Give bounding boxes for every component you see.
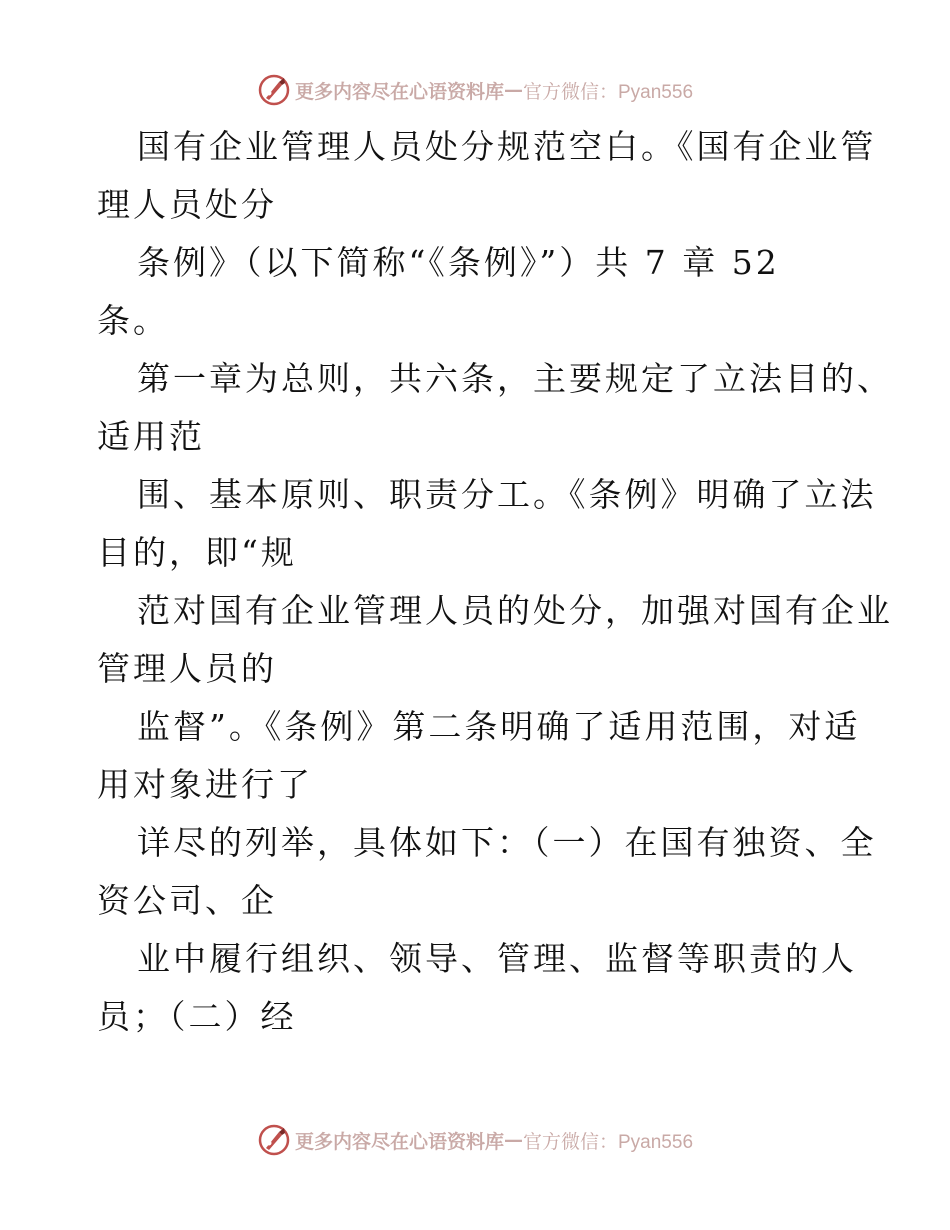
paragraph-line: 理人员处分 [97, 185, 277, 224]
watermark-dash: — [504, 1129, 523, 1151]
paragraph-line: 适用范 [97, 417, 205, 456]
watermark-dash: — [504, 79, 523, 101]
watermark-wechat: 官方微信：Pyan556 [523, 81, 694, 103]
footer-watermark [0, 1120, 950, 1160]
paragraph-line: 条。 [97, 301, 169, 340]
paragraph-line: 业中履行组织、领导、管理、监督等职责的人 [137, 939, 857, 978]
paragraph-line: 管理人员的 [97, 649, 277, 688]
paragraph-line: 条例》（以下简称“《条例》”）共 7 章 52 [137, 243, 780, 282]
paragraph-line: 员；（二）经 [97, 997, 297, 1036]
paragraph-line: 详尽的列举，具体如下：（一）在国有独资、全 [137, 823, 877, 862]
quill-pen-logo-icon [257, 1123, 291, 1157]
watermark-text: 更多内容尽在心语资料库 [294, 1130, 504, 1153]
paragraph-line: 资公司、企 [97, 881, 277, 920]
paragraph-line: 用对象进行了 [97, 765, 313, 804]
document-body [97, 118, 893, 1046]
header-watermark [0, 70, 950, 110]
paragraph-line: 国有企业管理人员处分规范空白。《国有企业管 [137, 127, 877, 166]
paragraph-line: 范对国有企业管理人员的处分，加强对国有企业 [137, 591, 893, 630]
paragraph-line: 围、基本原则、职责分工。《条例》明确了立法 [137, 475, 877, 514]
paragraph-line: 目的，即“规 [97, 533, 297, 572]
paragraph-line: 监督”。《条例》第二条明确了适用范围，对适 [137, 707, 861, 746]
watermark-text: 更多内容尽在心语资料库 [294, 80, 504, 103]
paragraph-line: 第一章为总则，共六条，主要规定了立法目的、 [137, 359, 893, 398]
watermark-wechat: 官方微信：Pyan556 [523, 1131, 694, 1153]
quill-pen-logo-icon [257, 73, 291, 107]
